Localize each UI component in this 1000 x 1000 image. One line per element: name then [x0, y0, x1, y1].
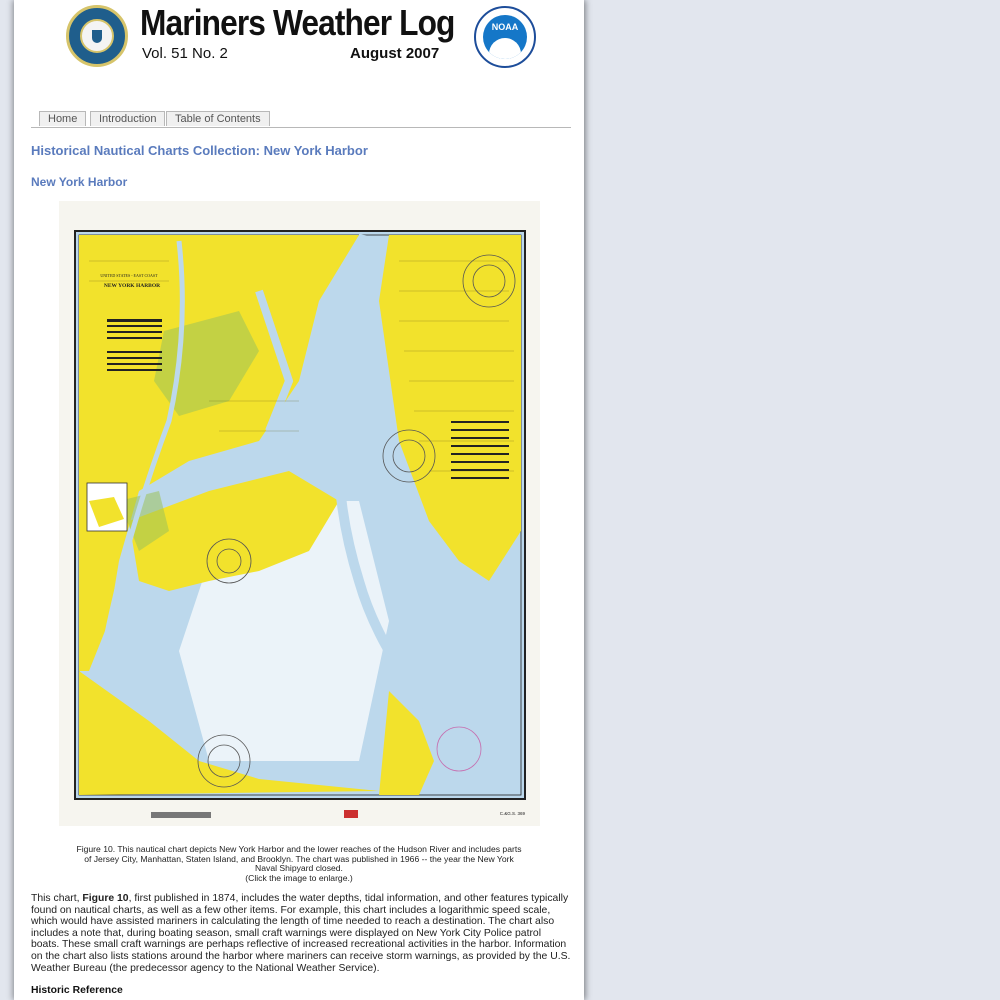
- commerce-seal-icon: [66, 5, 128, 67]
- caption-line: of Jersey City, Manhattan, Staten Island, and Brooklyn. The chart was published in 1966 -- the year the New York: [84, 853, 514, 864]
- masthead: [14, 0, 584, 80]
- caption-line: Figure 10. This nautical chart depicts New York Harbor and the lower reaches of the Hudson River and includes parts: [76, 844, 522, 854]
- nautical-chart-image-link[interactable]: [59, 201, 540, 826]
- tab-table-of-contents[interactable]: Table of Contents: [166, 111, 270, 126]
- tab-introduction[interactable]: Introduction: [90, 111, 165, 126]
- noaa-logo-label: NOAA: [491, 22, 519, 32]
- article-title: Historical Nautical Charts Collection: New York Harbor: [31, 143, 368, 158]
- page-container: [14, 0, 584, 1000]
- figure-reference: Figure 10: [82, 893, 129, 904]
- chart-number: C.&G.S. 369: [499, 811, 525, 816]
- body-lead: This chart,: [31, 893, 83, 904]
- caption-line: Naval Shipyard closed.: [255, 863, 343, 873]
- nav-tabs: [31, 111, 571, 128]
- body-text: , first published in 1874, includes the water depths, tidal information, and other features typically found on nautical charts, as well as a few other items. For example, this chart includes a logarithmic speed scale, which would have assisted mariners in calculating the length of time needed to reach a destination. The chart also includes a note that, during boating season, small craft warnings were displayed on New York City Police patrol boats. These small craft warnings are perhaps reflective of increased recreational activities in the harbor. Information on the chart also lists stations around the harbor where mariners can receive storm warnings, as provided by the U.S. Weather Bureau (the predecessor agency to the National Weather Service).: [31, 893, 571, 974]
- historic-reference-heading: Historic Reference: [31, 985, 123, 996]
- issue-date: August 2007: [350, 45, 440, 62]
- section-title: New York Harbor: [31, 175, 128, 189]
- volume-number: Vol. 51 No. 2: [142, 45, 228, 62]
- chart-heading: NEW YORK HARBOR: [103, 283, 161, 289]
- publication-title: Mariners Weather Log: [140, 2, 455, 43]
- nautical-chart-image: [59, 201, 540, 826]
- body-paragraph: [31, 893, 571, 974]
- caption-enlarge-hint: (Click the image to enlarge.): [245, 872, 353, 883]
- figure-caption: [74, 845, 524, 883]
- noaa-logo-icon: [474, 6, 536, 68]
- chart-heading-small: UNITED STATES - EAST COAST: [100, 273, 158, 278]
- tab-home[interactable]: Home: [39, 111, 86, 126]
